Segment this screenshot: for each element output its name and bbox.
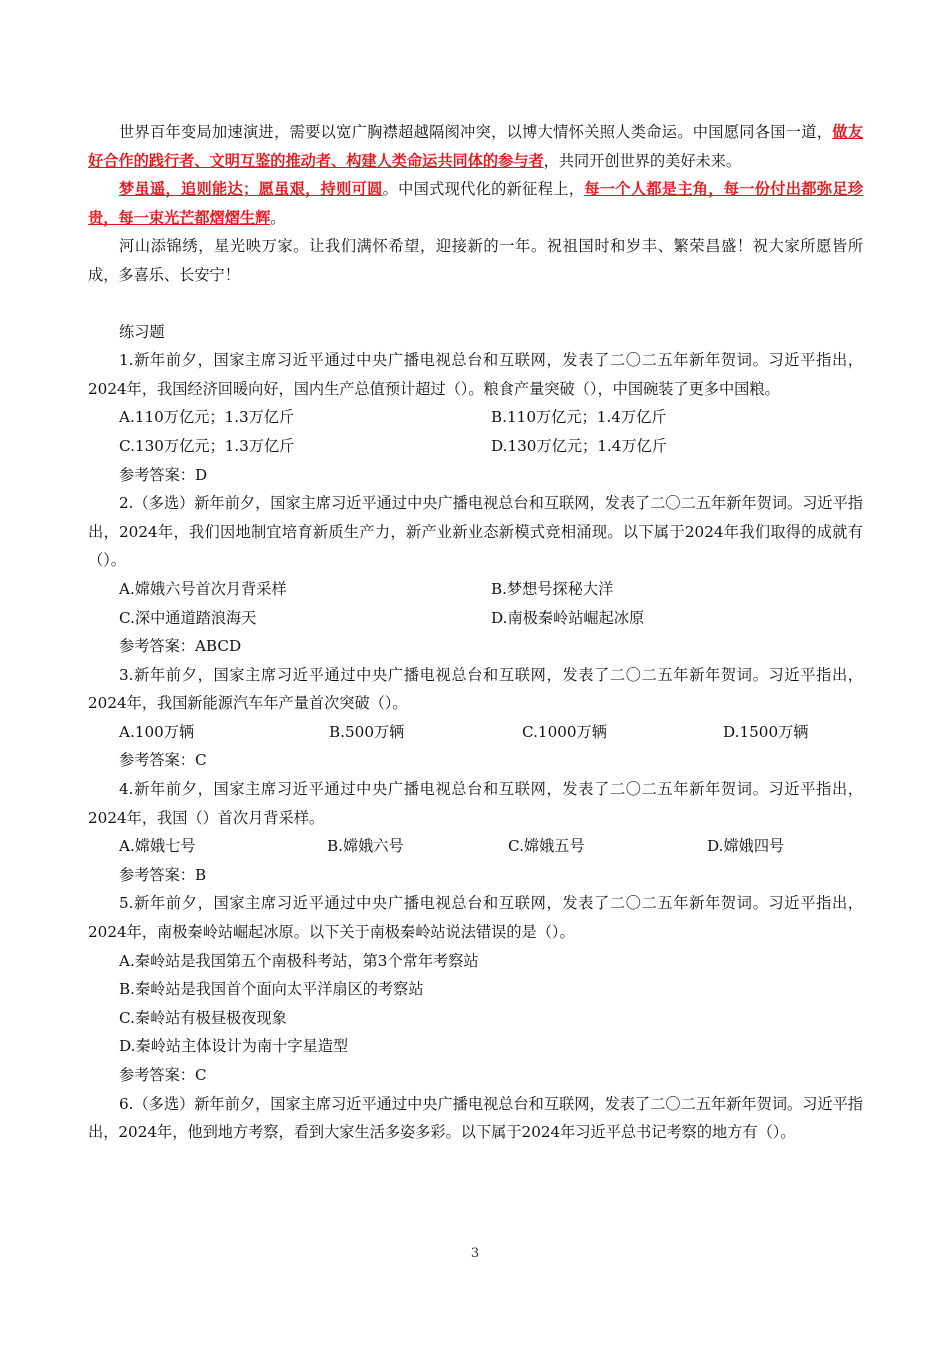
question-2-options-row-2 [88,604,863,633]
question-1-options-row-2 [88,432,863,461]
question-3-stem: 3.新年前夕，国家主席习近平通过中央广播电视总台和互联网，发表了二〇二五年新年贺词。习近平指出，2024年，我国新能源汽车年产量首次突破（）。 [88,665,863,713]
page-number: 3 [470,1246,480,1261]
option-b: B.秦岭站是我国首个面向太平洋扇区的考察站 [119,980,424,999]
question-5-stem: 5.新年前夕，国家主席习近平通过中央广播电视总台和互联网，发表了二〇二五年新年贺词。习近平指出，2024年，南极秦岭站崛起冰原。以下关于南极秦岭站说法错误的是（）。 [88,894,863,942]
highlight-text: 做友好合作的践行者、文明互鉴的推动者、构建人类命运共同体的参与者 [88,123,864,170]
question-2-stem: 2.（多选）新年前夕，国家主席习近平通过中央广播电视总台和互联网，发表了二〇二五年新年贺词。习近平指出，2024年，我们因地制宜培育新质生产力，新产业新业态新模式竞相涌现。以下属于2024年我们取得的成就有（）。 [88,494,863,570]
question-2-options-row-1 [88,575,863,604]
option-b: B.嫦娥六号 [327,837,404,856]
question-1-answer: 参考答案：D [119,465,208,484]
option-b: B.梦想号探秘大洋 [491,579,614,598]
option-c: C.嫦娥五号 [508,837,585,856]
question-3-options [88,718,863,747]
intro-paragraph-3: 河山添锦绣，星光映万家。让我们满怀希望，迎接新的一年。祝祖国时和岁丰、繁荣昌盛！祝大家所愿皆所成，多喜乐、长安宁！ [88,237,863,284]
document-page [88,118,863,1147]
option-a: A.秦岭站是我国第五个南极科考站，第3个常年考察站 [119,951,479,970]
option-a: A.嫦娥六号首次月背采样 [119,579,287,598]
option-a: A.110万亿元；1.3万亿斤 [119,408,295,427]
intro-paragraph-1: 世界百年变局加速演进，需要以宽广胸襟超越隔阂冲突，以博大情怀关照人类命运。中国愿同各国一道，做友好合作的践行者、文明互鉴的推动者、构建人类命运共同体的参与者，共同开创世界的美好未来。 [88,123,864,170]
question-5-answer: 参考答案：C [119,1066,207,1084]
question-4-options [88,832,863,861]
question-4-answer: 参考答案：B [119,865,207,884]
option-d: D.130万亿元；1.4万亿斤 [491,436,667,455]
option-a: A.100万辆 [119,722,195,741]
option-b: B.500万辆 [329,722,405,741]
option-d: D.1500万辆 [723,722,809,741]
option-d: D.嫦娥四号 [707,837,785,856]
option-c: C.深中通道踏浪海天 [119,608,257,627]
question-1-options-row-1 [88,403,863,432]
option-a: A.嫦娥七号 [119,837,196,856]
option-c: C.130万亿元；1.3万亿斤 [119,436,295,455]
highlight-text: 梦虽遥，追则能达；愿虽艰，持则可圆 [119,180,383,199]
question-6-stem: 6.（多选）新年前夕，国家主席习近平通过中央广播电视总台和互联网，发表了二〇二五年新年贺词。习近平指出，2024年，他到地方考察，看到大家生活多姿多彩。以下属于2024年习近平总书记考察的地方有（）。 [88,1094,863,1142]
option-c: C.1000万辆 [522,722,607,741]
question-3-answer: 参考答案：C [119,751,207,770]
question-4-stem: 4.新年前夕，国家主席习近平通过中央广播电视总台和互联网，发表了二〇二五年新年贺词。习近平指出，2024年，我国（）首次月背采样。 [88,780,863,827]
option-d: D.南极秦岭站崛起冰原 [491,608,645,627]
exercise-title: 练习题 [119,322,165,341]
question-2-answer: 参考答案：ABCD [119,637,242,656]
option-d: D.秦岭站主体设计为南十字星造型 [119,1037,349,1056]
option-b: B.110万亿元；1.4万亿斤 [491,408,667,427]
option-c: C.秦岭站有极昼极夜现象 [119,1008,287,1027]
highlight-text: 每一个人都是主角，每一份付出都弥足珍贵，每一束光芒都熠熠生辉 [88,180,864,227]
question-1-stem: 1.新年前夕，国家主席习近平通过中央广播电视总台和互联网，发表了二〇二五年新年贺词。习近平指出，2024年，我国经济回暖向好，国内生产总值预计超过（）。粮食产量突破（），中国碗装了更多中国粮。 [88,351,863,398]
intro-paragraph-2: 梦虽遥，追则能达；愿虽艰，持则可圆。中国式现代化的新征程上，每一个人都是主角，每一份付出都弥足珍贵，每一束光芒都熠熠生辉。 [88,180,864,227]
